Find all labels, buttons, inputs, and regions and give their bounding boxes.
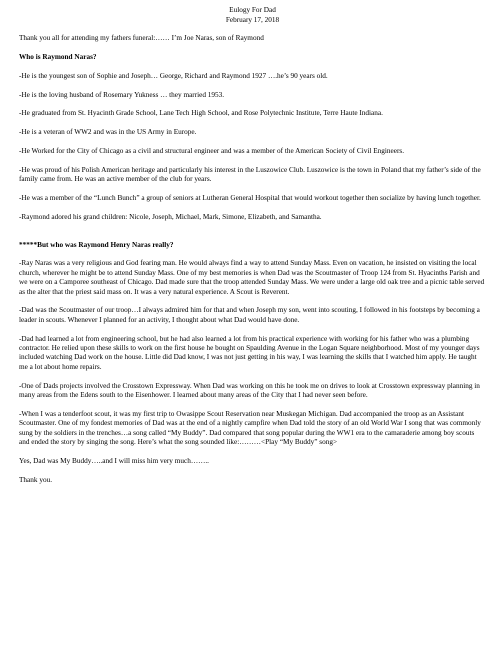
closing-line: Yes, Dad was My Buddy…..and I will miss him very much…….. — [19, 456, 209, 465]
paragraph: -He was proud of his Polish American heritage and particularly his interest in the Luszowice Club. Luszowice is the town in Poland that my father’s side of the family came from. He was an active member of the club for years. — [19, 165, 481, 184]
paragraph: -He is a veteran of WW2 and was in the US Army in Europe. — [19, 128, 197, 137]
paragraph: -He is the youngest son of Sophie and Joseph… George, Richard and Raymond 1927 ….he’s 90 years old. — [19, 71, 328, 80]
opening-line: Thank you all for attending my fathers funeral:…… I’m Joe Naras, son of Raymond — [19, 34, 264, 43]
spacer — [19, 232, 486, 241]
paragraph: -He graduated from St. Hyacinth Grade School, Lane Tech High School, and Rose Polytechnic Institute, Terre Haute Indiana. — [19, 109, 383, 118]
section-heading: *****But who was Raymond Henry Naras really? — [19, 240, 174, 249]
paragraph: -He is the loving husband of Rosemary Yukness … they married 1953. — [19, 90, 225, 99]
paragraph: -He was a member of the “Lunch Bunch” a group of seniors at Lutheran General Hospital that would workout together then socialize by having lunch together. — [19, 193, 481, 202]
paragraph: -Ray Naras was a very religious and God fearing man. He would always find a way to attend Sunday Mass. Even on vacation, he insisted on visiting the local church, wherever he might be to attend Sunday Mass. One of my best memories is when Dad was the Scoutmaster of Troop 124 from St. Hyacinths Parish and we were on a Camporee southeast of Chicago. Dad made sure that the troop attended Sunday Mass. We were under a large old oak tree and a picnic table served as the alter that the priest said mass on. It was a very natural experience. A Scout is Reverent. — [19, 259, 485, 296]
paragraph: -He Worked for the City of Chicago as a civil and structural engineer and was a member of the American Society of Civil Engineers. — [19, 146, 405, 155]
paragraph: -One of Dads projects involved the Crosstown Expressway. When Dad was working on this he took me on drives to look at Crosstown expressway planning in many areas from the Edens south to the Eisenhower. I learned about many areas of the City that I had never seen before. — [19, 381, 480, 399]
document-date: February 17, 2018 — [225, 15, 280, 24]
paragraph: -When I was a tenderfoot scout, it was my first trip to Owasippe Scout Reservation near Muskegan Michigan. Dad accompanied the troop as an Assistant Scoutmaster. One of my fondest memories of Dad was at the end of a nightly campfire when Dad told the story of an old World War I song that was commonly sung by the soldiers in the trenches…a song called “My Buddy”. Dad compared that song popular during the WW1 era to the camaraderie among boy scouts and ended the story by singing the song. Here’s what the song sounded like:………<Play “My Buddy” song> — [19, 409, 481, 447]
title-block — [19, 6, 486, 25]
paragraph: -Dad had learned a lot from engineering school, but he had also learned a lot from his practical experience with working for his father who was a plumbing contractor. He relied upon these skills to work on the first house he bought on Spaulding Avenue in the Logan Square neighborhood. Most of my younger days included watching Dad work on the house. Little did Dad know, I was not just getting in his way, I was learning the skills that I watched him apply. He taught me a lot about home repairs. — [19, 334, 480, 371]
paragraph: -Dad was the Scoutmaster of our troop…I always admired him for that and when Joseph my son, went into scouting, I followed in his footsteps by becoming a leader in scouts. Whenever I planned for an activity, I thought about what Dad would have done. — [19, 306, 480, 324]
section-heading: Who is Raymond Naras? — [19, 52, 97, 61]
paragraph: -Raymond adored his grand children: Nicole, Joseph, Michael, Mark, Simone, Elizabeth, and Samantha. — [19, 212, 322, 221]
document-title: Eulogy For Dad — [229, 6, 276, 14]
thank-you-line: Thank you. — [19, 475, 53, 484]
